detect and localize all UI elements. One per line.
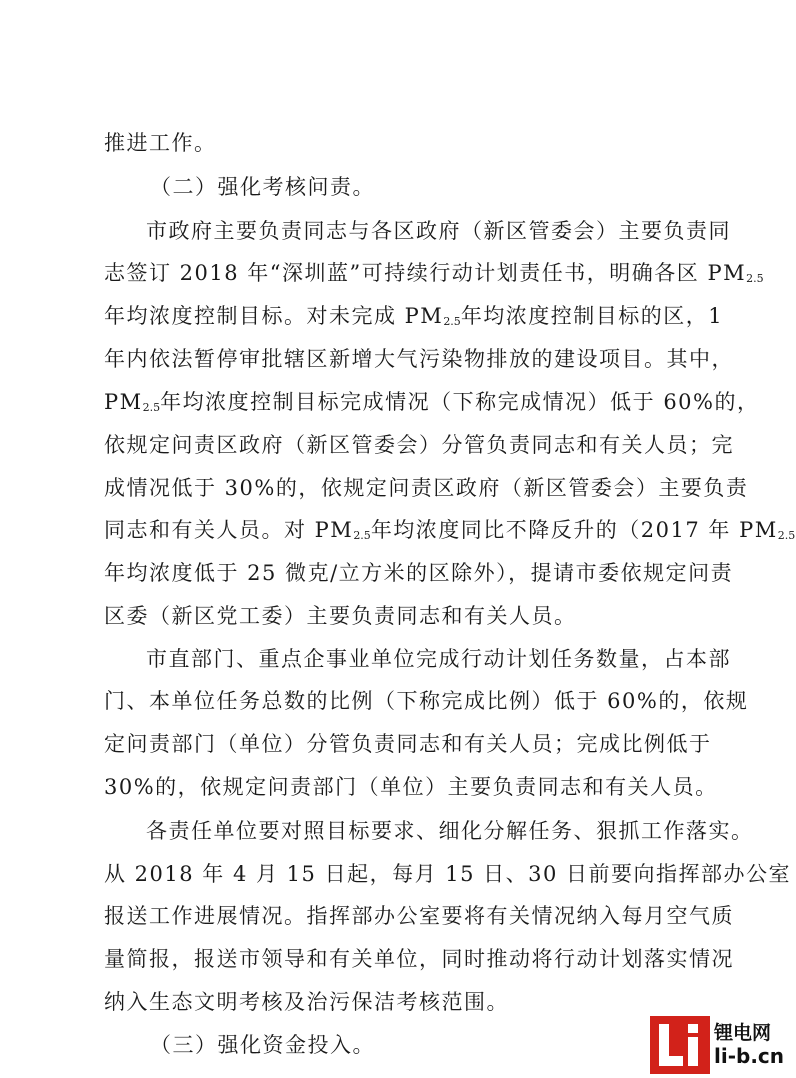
text-line: 志签订 2018 年“深圳蓝”可持续行动计划责任书，明确各区 $PM_{2.5}$ xyxy=(104,261,764,285)
section-heading: （二）强化考核问责。 xyxy=(150,175,375,199)
watermark xyxy=(650,1004,796,1076)
text-line: 年内依法暂停审批辖区新增大气污染物排放的建设项目。其中， xyxy=(104,347,734,371)
text-line: 年均浓度低于 25 微克/立方米的区除外），提请市委依规定问责 xyxy=(104,561,734,585)
text-line: 量简报，报送市领导和有关单位，同时推动将行动计划落实情况 xyxy=(104,947,734,971)
text-line: 30%的，依规定问责部门（单位）主要负责同志和有关人员。 xyxy=(104,775,718,799)
section-heading: （三）强化资金投入。 xyxy=(150,1033,375,1057)
text-line: 推进工作。 xyxy=(104,131,217,155)
text-line: 纳入生态文明考核及治污保洁考核范围。 xyxy=(104,990,509,1014)
text-line: 年均浓度控制目标。对未完成 $PM_{2.5}$年均浓度控制目标的区，1 xyxy=(104,304,724,328)
text-line: 依规定问责区政府（新区管委会）分管负责同志和有关人员；完 xyxy=(104,433,734,457)
watermark-domain: li-b.cn xyxy=(714,1044,785,1068)
text-line: 各责任单位要对照目标要求、细化分解任务、狠抓工作落实。 xyxy=(146,819,754,843)
text-line: 市直部门、重点企事业单位完成行动计划任务数量，占本部 xyxy=(146,647,731,671)
li-logo-icon xyxy=(650,1016,710,1074)
text-line: 市政府主要负责同志与各区政府（新区管委会）主要负责同 xyxy=(146,219,731,243)
text-line: 报送工作进展情况。指挥部办公室要将有关情况纳入每月空气质 xyxy=(104,904,734,928)
text-line: $PM_{2.5}$年均浓度控制目标完成情况（下称完成情况）低于 60%的， xyxy=(104,390,760,414)
text-line: 同志和有关人员。对 $PM_{2.5}$年均浓度同比不降反升的（2017 年 $PM_{2.5}$ xyxy=(104,518,796,542)
text-line: 成情况低于 30%的，依规定问责区政府（新区管委会）主要负责 xyxy=(104,476,749,500)
watermark-title: 锂电网 xyxy=(714,1022,772,1044)
text-line: 区委（新区党工委）主要负责同志和有关人员。 xyxy=(104,604,577,628)
text-line: 从 2018 年 4 月 15 日起，每月 15 日、30 日前要向指挥部办公室 xyxy=(104,862,792,886)
text-line: 定问责部门（单位）分管负责同志和有关人员；完成比例低于 xyxy=(104,732,712,756)
text-line: 门、本单位任务总数的比例（下称完成比例）低于 60%的，依规 xyxy=(104,689,749,713)
